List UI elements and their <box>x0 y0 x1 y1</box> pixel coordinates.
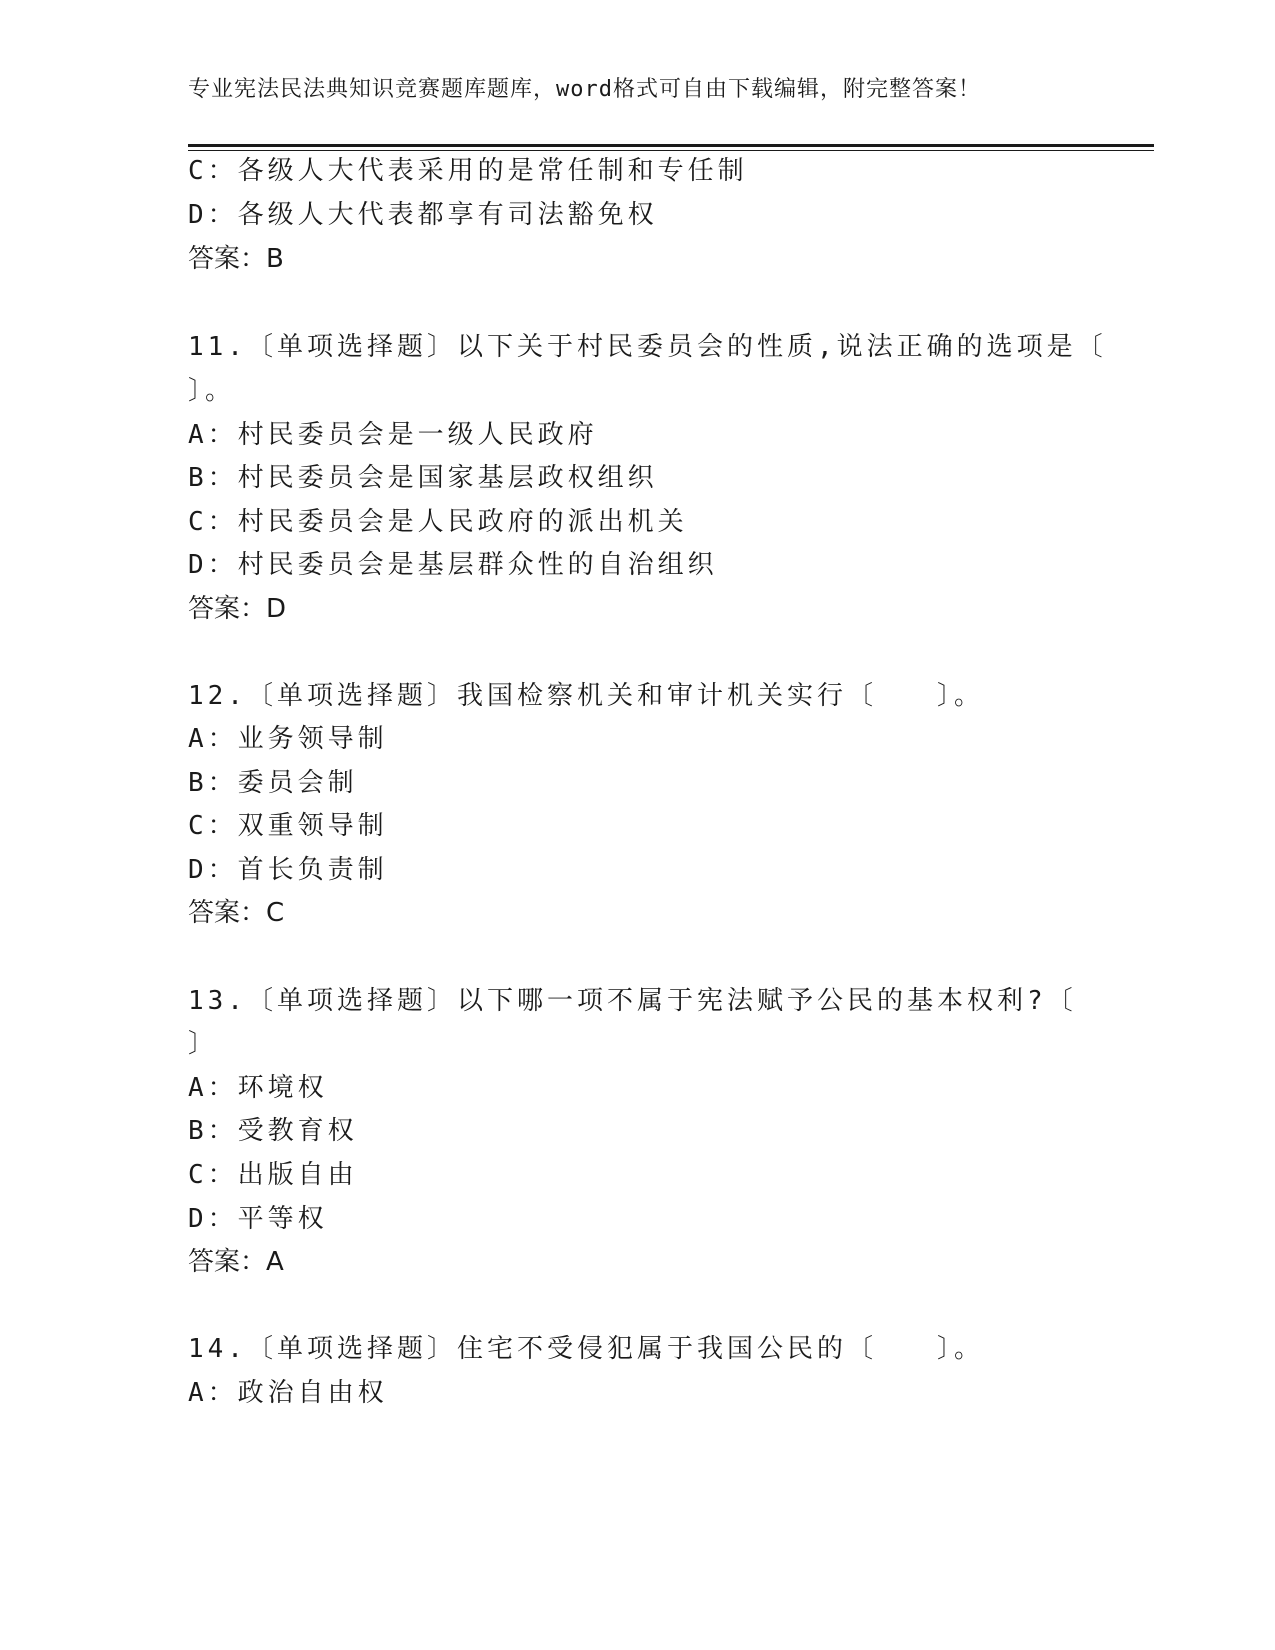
q13-stem-line2: 〕 <box>188 1029 219 1059</box>
q12-option-d: D：首长负责制 <box>188 855 388 885</box>
q12-option-b: B：委员会制 <box>188 768 358 798</box>
q13-option-d: D：平等权 <box>188 1204 328 1234</box>
q14-option-a: A：政治自由权 <box>188 1378 388 1408</box>
q12-stem: 12.〔单项选择题〕我国检察机关和审计机关实行〔 〕。 <box>188 681 984 711</box>
header-rule-thick <box>188 144 1154 147</box>
q11-stem-line2: 〕。 <box>188 376 236 406</box>
q11-answer: 答案：D <box>188 594 287 624</box>
q13-option-b: B：受教育权 <box>188 1116 358 1146</box>
header-rule-thin <box>188 150 1154 151</box>
page-header: 专业宪法民法典知识竞赛题库题库，word格式可自由下载编辑，附完整答案！ <box>188 77 981 102</box>
q13-answer: 答案：A <box>188 1247 284 1277</box>
q10-option-d: D：各级人大代表都享有司法豁免权 <box>188 200 658 230</box>
q11-option-d: D：村民委员会是基层群众性的自治组织 <box>188 550 718 580</box>
q13-stem-line1: 13.〔单项选择题〕以下哪一项不属于宪法赋予公民的基本权利?〔 <box>188 986 1077 1016</box>
q12-answer: 答案：C <box>188 898 285 928</box>
q11-option-c: C：村民委员会是人民政府的派出机关 <box>188 507 688 537</box>
q13-option-a: A：环境权 <box>188 1073 328 1103</box>
q11-stem-line1: 11.〔单项选择题〕以下关于村民委员会的性质,说法正确的选项是〔 <box>188 332 1107 362</box>
q14-stem: 14.〔单项选择题〕住宅不受侵犯属于我国公民的〔 〕。 <box>188 1334 984 1364</box>
q10-option-c: C：各级人大代表采用的是常任制和专任制 <box>188 156 748 186</box>
q12-option-a: A：业务领导制 <box>188 724 388 754</box>
q12-option-c: C：双重领导制 <box>188 811 388 841</box>
q10-answer: 答案：B <box>188 244 284 274</box>
q11-option-b: B：村民委员会是国家基层政权组织 <box>188 463 658 493</box>
q11-option-a: A：村民委员会是一级人民政府 <box>188 420 598 450</box>
q13-option-c: C：出版自由 <box>188 1160 358 1190</box>
